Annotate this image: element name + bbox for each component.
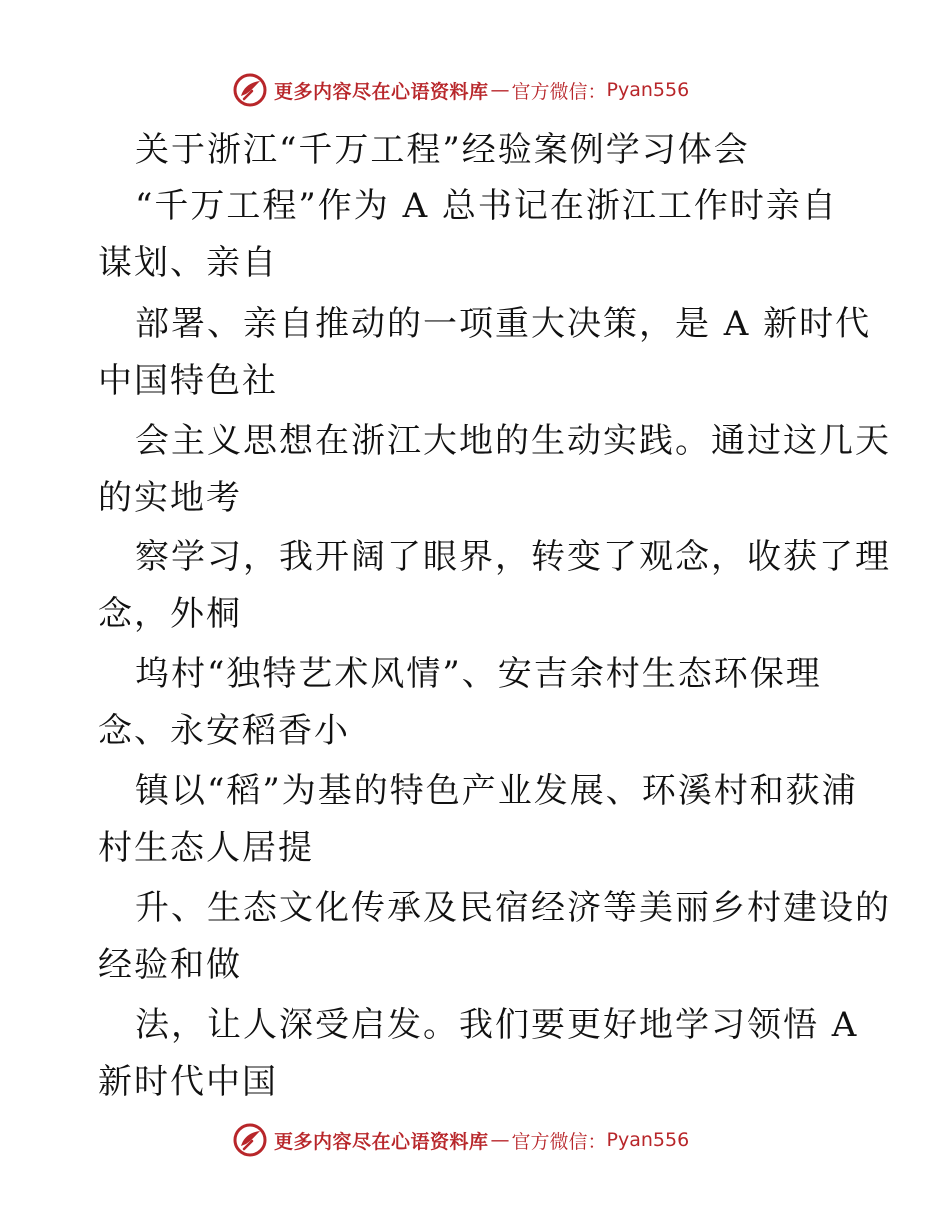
header-watermark-banner xyxy=(232,72,689,108)
body-line: “千万工程”作为 A 总书记在浙江工作时亲自 xyxy=(135,186,838,226)
watermark-separator: — xyxy=(490,79,510,101)
watermark-wechat-label: 官方微信： xyxy=(511,1130,607,1153)
body-line: 村生态人居提 xyxy=(98,828,314,868)
watermark-text: 更多内容尽在心语资料库 xyxy=(274,1130,489,1153)
body-line: 升、生态文化传承及民宿经济等美丽乡村建设的 xyxy=(135,888,891,928)
body-line: 念、永安稻香小 xyxy=(98,711,350,751)
logo-icon xyxy=(232,1122,268,1158)
watermark-wechat-id: Pyan556 xyxy=(606,1129,690,1151)
body-line: 察学习，我开阔了眼界，转变了观念，收获了理 xyxy=(135,537,891,577)
body-line: 念，外桐 xyxy=(98,594,242,634)
watermark-separator: — xyxy=(490,1129,510,1151)
body-line: 中国特色社 xyxy=(98,361,278,401)
logo-icon xyxy=(232,72,268,108)
watermark-text: 更多内容尽在心语资料库 xyxy=(274,80,489,103)
body-line: 坞村“独特艺术风情”、安吉余村生态环保理 xyxy=(135,654,822,694)
body-line: 镇以“稻”为基的特色产业发展、环溪村和荻浦 xyxy=(135,771,858,811)
body-line: 的实地考 xyxy=(98,478,242,518)
watermark-wechat-label: 官方微信： xyxy=(511,80,607,103)
body-line: 谋划、亲自 xyxy=(98,243,278,283)
body-line: 会主义思想在浙江大地的生动实践。通过这几天 xyxy=(135,421,891,461)
body-line: 新时代中国 xyxy=(98,1062,278,1102)
body-line: 部署、亲自推动的一项重大决策，是 A 新时代 xyxy=(135,304,872,344)
body-line: 法，让人深受启发。我们要更好地学习领悟 A xyxy=(135,1005,859,1045)
document-title: 关于浙江“千万工程”经验案例学习体会 xyxy=(135,130,750,170)
watermark-wechat-id: Pyan556 xyxy=(606,79,690,101)
body-line: 经验和做 xyxy=(98,945,242,985)
footer-watermark-banner xyxy=(232,1122,689,1158)
